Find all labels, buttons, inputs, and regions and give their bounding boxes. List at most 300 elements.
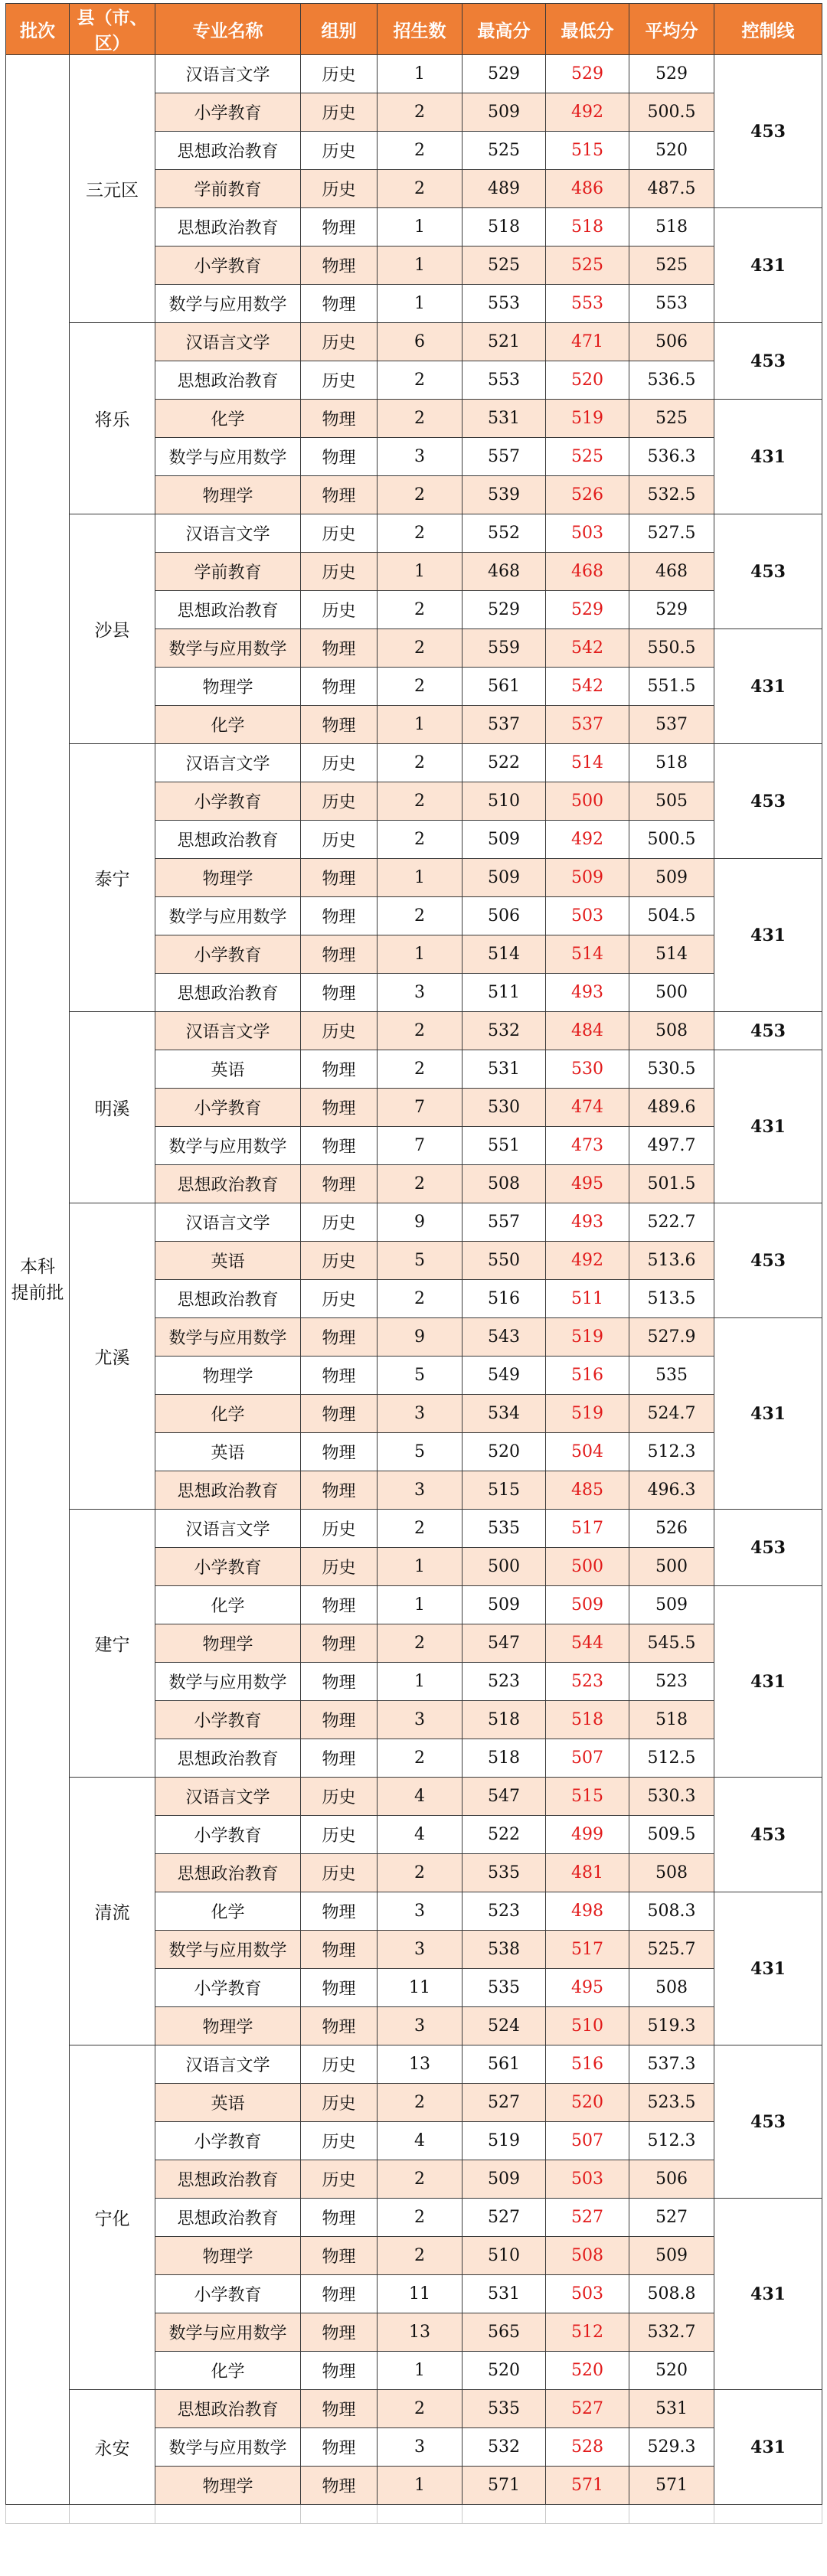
max-score-cell: 525	[463, 132, 546, 170]
avg-score-cell: 525	[629, 400, 714, 438]
min-score-cell: 481	[546, 1854, 629, 1892]
major-cell: 英语	[155, 1433, 301, 1471]
max-score-cell: 510	[463, 2237, 546, 2275]
control-line-cell: 453	[714, 323, 822, 400]
max-score-cell: 535	[463, 1854, 546, 1892]
min-score-cell: 517	[546, 1931, 629, 1969]
group-cell: 物理	[301, 2390, 378, 2428]
min-score-cell: 484	[546, 1012, 629, 1050]
major-cell: 物理学	[155, 2007, 301, 2045]
avg-score-cell: 513.6	[629, 1242, 714, 1280]
max-score-cell: 559	[463, 629, 546, 668]
major-cell: 数学与应用数学	[155, 285, 301, 323]
enrollment-cell: 2	[378, 744, 463, 782]
control-line-cell: 453	[714, 1778, 822, 1892]
major-cell: 汉语言文学	[155, 1012, 301, 1050]
empty-cell	[155, 2505, 301, 2524]
avg-score-cell: 509	[629, 859, 714, 897]
max-score-cell: 514	[463, 935, 546, 974]
header-control-line: 控制线	[714, 4, 822, 55]
table-row	[6, 2390, 822, 2428]
major-cell: 数学与应用数学	[155, 1931, 301, 1969]
min-score-cell: 542	[546, 629, 629, 668]
avg-score-cell: 530.5	[629, 1050, 714, 1089]
max-score-cell: 518	[463, 1739, 546, 1778]
max-score-cell: 547	[463, 1624, 546, 1663]
max-score-cell: 532	[463, 2428, 546, 2467]
max-score-cell: 522	[463, 1816, 546, 1854]
max-score-cell: 553	[463, 361, 546, 400]
header-enrollment: 招生数	[378, 4, 463, 55]
major-cell: 化学	[155, 1395, 301, 1433]
avg-score-cell: 535	[629, 1357, 714, 1395]
table-row	[6, 55, 822, 93]
enrollment-cell: 1	[378, 935, 463, 974]
table-row	[6, 1203, 822, 1242]
enrollment-cell: 1	[378, 2467, 463, 2505]
avg-score-cell: 512.3	[629, 1433, 714, 1471]
avg-score-cell: 508.8	[629, 2275, 714, 2313]
major-cell: 思想政治教育	[155, 1165, 301, 1203]
group-cell: 历史	[301, 2045, 378, 2084]
major-cell: 英语	[155, 1242, 301, 1280]
avg-score-cell: 523.5	[629, 2084, 714, 2122]
min-score-cell: 515	[546, 1778, 629, 1816]
max-score-cell: 518	[463, 208, 546, 246]
major-cell: 思想政治教育	[155, 1280, 301, 1318]
county-name: 将乐	[70, 323, 155, 514]
enrollment-cell: 2	[378, 132, 463, 170]
enrollment-cell: 1	[378, 55, 463, 93]
control-line-cell: 453	[714, 514, 822, 629]
avg-score-cell: 487.5	[629, 170, 714, 208]
max-score-cell: 538	[463, 1931, 546, 1969]
enrollment-cell: 2	[378, 476, 463, 514]
min-score-cell: 500	[546, 1548, 629, 1586]
max-score-cell: 557	[463, 1203, 546, 1242]
avg-score-cell: 518	[629, 744, 714, 782]
min-score-cell: 523	[546, 1663, 629, 1701]
max-score-cell: 557	[463, 438, 546, 476]
county-name: 三元区	[70, 55, 155, 323]
group-cell: 物理	[301, 859, 378, 897]
min-score-cell: 509	[546, 1586, 629, 1624]
max-score-cell: 500	[463, 1548, 546, 1586]
table-row	[6, 1012, 822, 1050]
max-score-cell: 511	[463, 974, 546, 1012]
major-cell: 化学	[155, 1586, 301, 1624]
enrollment-cell: 5	[378, 1433, 463, 1471]
major-cell: 数学与应用数学	[155, 1127, 301, 1165]
group-cell: 历史	[301, 1280, 378, 1318]
major-cell: 小学教育	[155, 246, 301, 285]
min-score-cell: 529	[546, 591, 629, 629]
max-score-cell: 535	[463, 1969, 546, 2007]
avg-score-cell: 500.5	[629, 93, 714, 132]
max-score-cell: 508	[463, 1165, 546, 1203]
major-cell: 化学	[155, 1892, 301, 1931]
min-score-cell: 500	[546, 782, 629, 821]
group-cell: 物理	[301, 285, 378, 323]
min-score-cell: 520	[546, 361, 629, 400]
table-header	[6, 4, 822, 55]
group-cell: 物理	[301, 1127, 378, 1165]
group-cell: 历史	[301, 170, 378, 208]
group-cell: 物理	[301, 1165, 378, 1203]
group-cell: 历史	[301, 744, 378, 782]
max-score-cell: 539	[463, 476, 546, 514]
group-cell: 物理	[301, 246, 378, 285]
enrollment-cell: 2	[378, 821, 463, 859]
max-score-cell: 550	[463, 1242, 546, 1280]
group-cell: 物理	[301, 1433, 378, 1471]
avg-score-cell: 525	[629, 246, 714, 285]
min-score-cell: 503	[546, 897, 629, 935]
max-score-cell: 518	[463, 1701, 546, 1739]
min-score-cell: 510	[546, 2007, 629, 2045]
max-score-cell: 537	[463, 706, 546, 744]
county-name: 沙县	[70, 514, 155, 744]
min-score-cell: 511	[546, 1280, 629, 1318]
avg-score-cell: 506	[629, 323, 714, 361]
group-cell: 物理	[301, 2428, 378, 2467]
enrollment-cell: 2	[378, 1854, 463, 1892]
enrollment-cell: 2	[378, 1624, 463, 1663]
enrollment-cell: 2	[378, 782, 463, 821]
control-line-cell: 453	[714, 744, 822, 859]
enrollment-cell: 3	[378, 1892, 463, 1931]
major-cell: 物理学	[155, 668, 301, 706]
min-score-cell: 519	[546, 400, 629, 438]
min-score-cell: 526	[546, 476, 629, 514]
enrollment-cell: 2	[378, 514, 463, 553]
min-score-cell: 517	[546, 1510, 629, 1548]
min-score-cell: 571	[546, 2467, 629, 2505]
avg-score-cell: 500	[629, 1548, 714, 1586]
max-score-cell: 519	[463, 2122, 546, 2160]
min-score-cell: 486	[546, 170, 629, 208]
enrollment-cell: 1	[378, 706, 463, 744]
major-cell: 思想政治教育	[155, 2199, 301, 2237]
max-score-cell: 523	[463, 1892, 546, 1931]
major-cell: 小学教育	[155, 935, 301, 974]
group-cell: 物理	[301, 1739, 378, 1778]
county-name: 清流	[70, 1778, 155, 2045]
max-score-cell: 509	[463, 821, 546, 859]
max-score-cell: 549	[463, 1357, 546, 1395]
group-cell: 物理	[301, 1318, 378, 1357]
major-cell: 小学教育	[155, 2275, 301, 2313]
avg-score-cell: 536.3	[629, 438, 714, 476]
group-cell: 物理	[301, 1892, 378, 1931]
major-cell: 数学与应用数学	[155, 629, 301, 668]
max-score-cell: 468	[463, 553, 546, 591]
major-cell: 小学教育	[155, 1816, 301, 1854]
control-line-cell: 431	[714, 1586, 822, 1778]
min-score-cell: 525	[546, 246, 629, 285]
major-cell: 思想政治教育	[155, 2160, 301, 2199]
group-cell: 历史	[301, 1510, 378, 1548]
enrollment-cell: 2	[378, 2390, 463, 2428]
max-score-cell: 516	[463, 1280, 546, 1318]
group-cell: 物理	[301, 706, 378, 744]
header-max-score: 最高分	[463, 4, 546, 55]
max-score-cell: 489	[463, 170, 546, 208]
group-cell: 物理	[301, 1701, 378, 1739]
major-cell: 思想政治教育	[155, 1739, 301, 1778]
min-score-cell: 507	[546, 1739, 629, 1778]
max-score-cell: 532	[463, 1012, 546, 1050]
min-score-cell: 503	[546, 2160, 629, 2199]
control-line-cell: 431	[714, 208, 822, 323]
max-score-cell: 506	[463, 897, 546, 935]
avg-score-cell: 518	[629, 208, 714, 246]
admission-score-table	[5, 3, 822, 2524]
enrollment-cell: 7	[378, 1089, 463, 1127]
county-name: 泰宁	[70, 744, 155, 1012]
major-cell: 物理学	[155, 2467, 301, 2505]
avg-score-cell: 530.3	[629, 1778, 714, 1816]
min-score-cell: 520	[546, 2084, 629, 2122]
control-line-cell: 431	[714, 400, 822, 514]
avg-score-cell: 529	[629, 591, 714, 629]
major-cell: 小学教育	[155, 1701, 301, 1739]
min-score-cell: 512	[546, 2313, 629, 2352]
group-cell: 物理	[301, 1471, 378, 1510]
control-line-cell: 431	[714, 1050, 822, 1203]
max-score-cell: 551	[463, 1127, 546, 1165]
group-cell: 历史	[301, 1854, 378, 1892]
avg-score-cell: 525.7	[629, 1931, 714, 1969]
group-cell: 物理	[301, 1969, 378, 2007]
min-score-cell: 474	[546, 1089, 629, 1127]
major-cell: 物理学	[155, 859, 301, 897]
min-score-cell: 527	[546, 2199, 629, 2237]
enrollment-cell: 1	[378, 1663, 463, 1701]
table-row	[6, 1510, 822, 1548]
max-score-cell: 535	[463, 2390, 546, 2428]
group-cell: 物理	[301, 2313, 378, 2352]
enrollment-cell: 1	[378, 246, 463, 285]
major-cell: 英语	[155, 2084, 301, 2122]
avg-score-cell: 527.5	[629, 514, 714, 553]
group-cell: 历史	[301, 2084, 378, 2122]
max-score-cell: 565	[463, 2313, 546, 2352]
enrollment-cell: 2	[378, 170, 463, 208]
min-score-cell: 492	[546, 1242, 629, 1280]
min-score-cell: 492	[546, 93, 629, 132]
avg-score-cell: 522.7	[629, 1203, 714, 1242]
empty-cell	[629, 2505, 714, 2524]
avg-score-cell: 523	[629, 1663, 714, 1701]
control-line-cell: 431	[714, 859, 822, 1012]
table-row	[6, 2045, 822, 2084]
group-cell: 物理	[301, 1089, 378, 1127]
enrollment-cell: 6	[378, 323, 463, 361]
enrollment-cell: 2	[378, 591, 463, 629]
group-cell: 历史	[301, 821, 378, 859]
enrollment-cell: 7	[378, 1127, 463, 1165]
group-cell: 历史	[301, 514, 378, 553]
group-cell: 历史	[301, 1548, 378, 1586]
max-score-cell: 543	[463, 1318, 546, 1357]
enrollment-cell: 2	[378, 629, 463, 668]
group-cell: 历史	[301, 1012, 378, 1050]
enrollment-cell: 2	[378, 400, 463, 438]
max-score-cell: 561	[463, 668, 546, 706]
max-score-cell: 527	[463, 2084, 546, 2122]
min-score-cell: 530	[546, 1050, 629, 1089]
enrollment-cell: 5	[378, 1242, 463, 1280]
control-line-cell: 431	[714, 2199, 822, 2390]
avg-score-cell: 550.5	[629, 629, 714, 668]
batch-line-1: 本科	[20, 1256, 55, 1277]
major-cell: 数学与应用数学	[155, 2428, 301, 2467]
empty-cell	[546, 2505, 629, 2524]
avg-score-cell: 497.7	[629, 1127, 714, 1165]
major-cell: 汉语言文学	[155, 2045, 301, 2084]
enrollment-cell: 2	[378, 2237, 463, 2275]
major-cell: 小学教育	[155, 2122, 301, 2160]
major-cell: 思想政治教育	[155, 1854, 301, 1892]
county-name: 永安	[70, 2390, 155, 2505]
min-score-cell: 509	[546, 859, 629, 897]
group-cell: 物理	[301, 2237, 378, 2275]
avg-score-cell: 545.5	[629, 1624, 714, 1663]
max-score-cell: 525	[463, 246, 546, 285]
max-score-cell: 530	[463, 1089, 546, 1127]
min-score-cell: 537	[546, 706, 629, 744]
major-cell: 数学与应用数学	[155, 1663, 301, 1701]
enrollment-cell: 2	[378, 668, 463, 706]
group-cell: 物理	[301, 1395, 378, 1433]
min-score-cell: 553	[546, 285, 629, 323]
max-score-cell: 531	[463, 400, 546, 438]
group-cell: 物理	[301, 1357, 378, 1395]
max-score-cell: 509	[463, 93, 546, 132]
enrollment-cell: 2	[378, 1050, 463, 1089]
min-score-cell: 516	[546, 2045, 629, 2084]
major-cell: 小学教育	[155, 93, 301, 132]
enrollment-cell: 1	[378, 553, 463, 591]
avg-score-cell: 536.5	[629, 361, 714, 400]
major-cell: 数学与应用数学	[155, 897, 301, 935]
avg-score-cell: 532.5	[629, 476, 714, 514]
group-cell: 物理	[301, 935, 378, 974]
enrollment-cell: 13	[378, 2045, 463, 2084]
max-score-cell: 531	[463, 1050, 546, 1089]
major-cell: 物理学	[155, 1357, 301, 1395]
enrollment-cell: 2	[378, 1012, 463, 1050]
major-cell: 思想政治教育	[155, 208, 301, 246]
enrollment-cell: 13	[378, 2313, 463, 2352]
enrollment-cell: 2	[378, 2199, 463, 2237]
group-cell: 历史	[301, 591, 378, 629]
empty-cell	[378, 2505, 463, 2524]
table-row	[6, 514, 822, 553]
min-score-cell: 498	[546, 1892, 629, 1931]
enrollment-cell: 3	[378, 438, 463, 476]
header-county: 县（市、区）	[70, 4, 155, 55]
avg-score-cell: 508	[629, 1012, 714, 1050]
enrollment-cell: 2	[378, 1510, 463, 1548]
enrollment-cell: 3	[378, 1931, 463, 1969]
major-cell: 思想政治教育	[155, 1471, 301, 1510]
enrollment-cell: 2	[378, 1165, 463, 1203]
min-score-cell: 508	[546, 2237, 629, 2275]
major-cell: 英语	[155, 1050, 301, 1089]
group-cell: 历史	[301, 782, 378, 821]
empty-cell	[714, 2505, 822, 2524]
max-score-cell: 515	[463, 1471, 546, 1510]
major-cell: 物理学	[155, 476, 301, 514]
min-score-cell: 516	[546, 1357, 629, 1395]
major-cell: 数学与应用数学	[155, 2313, 301, 2352]
empty-trailing-row	[6, 2505, 822, 2524]
table-row	[6, 1778, 822, 1816]
group-cell: 物理	[301, 974, 378, 1012]
group-cell: 历史	[301, 55, 378, 93]
group-cell: 物理	[301, 476, 378, 514]
batch-cell	[6, 55, 70, 2505]
avg-score-cell: 537	[629, 706, 714, 744]
min-score-cell: 519	[546, 1318, 629, 1357]
major-cell: 小学教育	[155, 782, 301, 821]
avg-score-cell: 519.3	[629, 2007, 714, 2045]
enrollment-cell: 3	[378, 1701, 463, 1739]
group-cell: 历史	[301, 361, 378, 400]
group-cell: 物理	[301, 1050, 378, 1089]
avg-score-cell: 506	[629, 2160, 714, 2199]
min-score-cell: 492	[546, 821, 629, 859]
enrollment-cell: 2	[378, 1280, 463, 1318]
avg-score-cell: 526	[629, 1510, 714, 1548]
min-score-cell: 507	[546, 2122, 629, 2160]
avg-score-cell: 512.3	[629, 2122, 714, 2160]
county-name: 建宁	[70, 1510, 155, 1778]
max-score-cell: 509	[463, 1586, 546, 1624]
min-score-cell: 493	[546, 1203, 629, 1242]
header-batch: 批次	[6, 4, 70, 55]
header-avg-score: 平均分	[629, 4, 714, 55]
group-cell: 历史	[301, 132, 378, 170]
avg-score-cell: 514	[629, 935, 714, 974]
county-name: 尤溪	[70, 1203, 155, 1510]
enrollment-cell: 2	[378, 2160, 463, 2199]
control-line-cell: 453	[714, 1203, 822, 1318]
avg-score-cell: 553	[629, 285, 714, 323]
major-cell: 物理学	[155, 1624, 301, 1663]
max-score-cell: 522	[463, 744, 546, 782]
group-cell: 物理	[301, 2275, 378, 2313]
max-score-cell: 520	[463, 1433, 546, 1471]
min-score-cell: 493	[546, 974, 629, 1012]
group-cell: 历史	[301, 553, 378, 591]
avg-score-cell: 500	[629, 974, 714, 1012]
min-score-cell: 518	[546, 1701, 629, 1739]
max-score-cell: 527	[463, 2199, 546, 2237]
major-cell: 汉语言文学	[155, 1778, 301, 1816]
enrollment-cell: 1	[378, 859, 463, 897]
max-score-cell: 535	[463, 1510, 546, 1548]
max-score-cell: 520	[463, 2352, 546, 2390]
group-cell: 历史	[301, 1816, 378, 1854]
enrollment-cell: 11	[378, 1969, 463, 2007]
max-score-cell: 552	[463, 514, 546, 553]
enrollment-cell: 3	[378, 1395, 463, 1433]
avg-score-cell: 513.5	[629, 1280, 714, 1318]
avg-score-cell: 537.3	[629, 2045, 714, 2084]
